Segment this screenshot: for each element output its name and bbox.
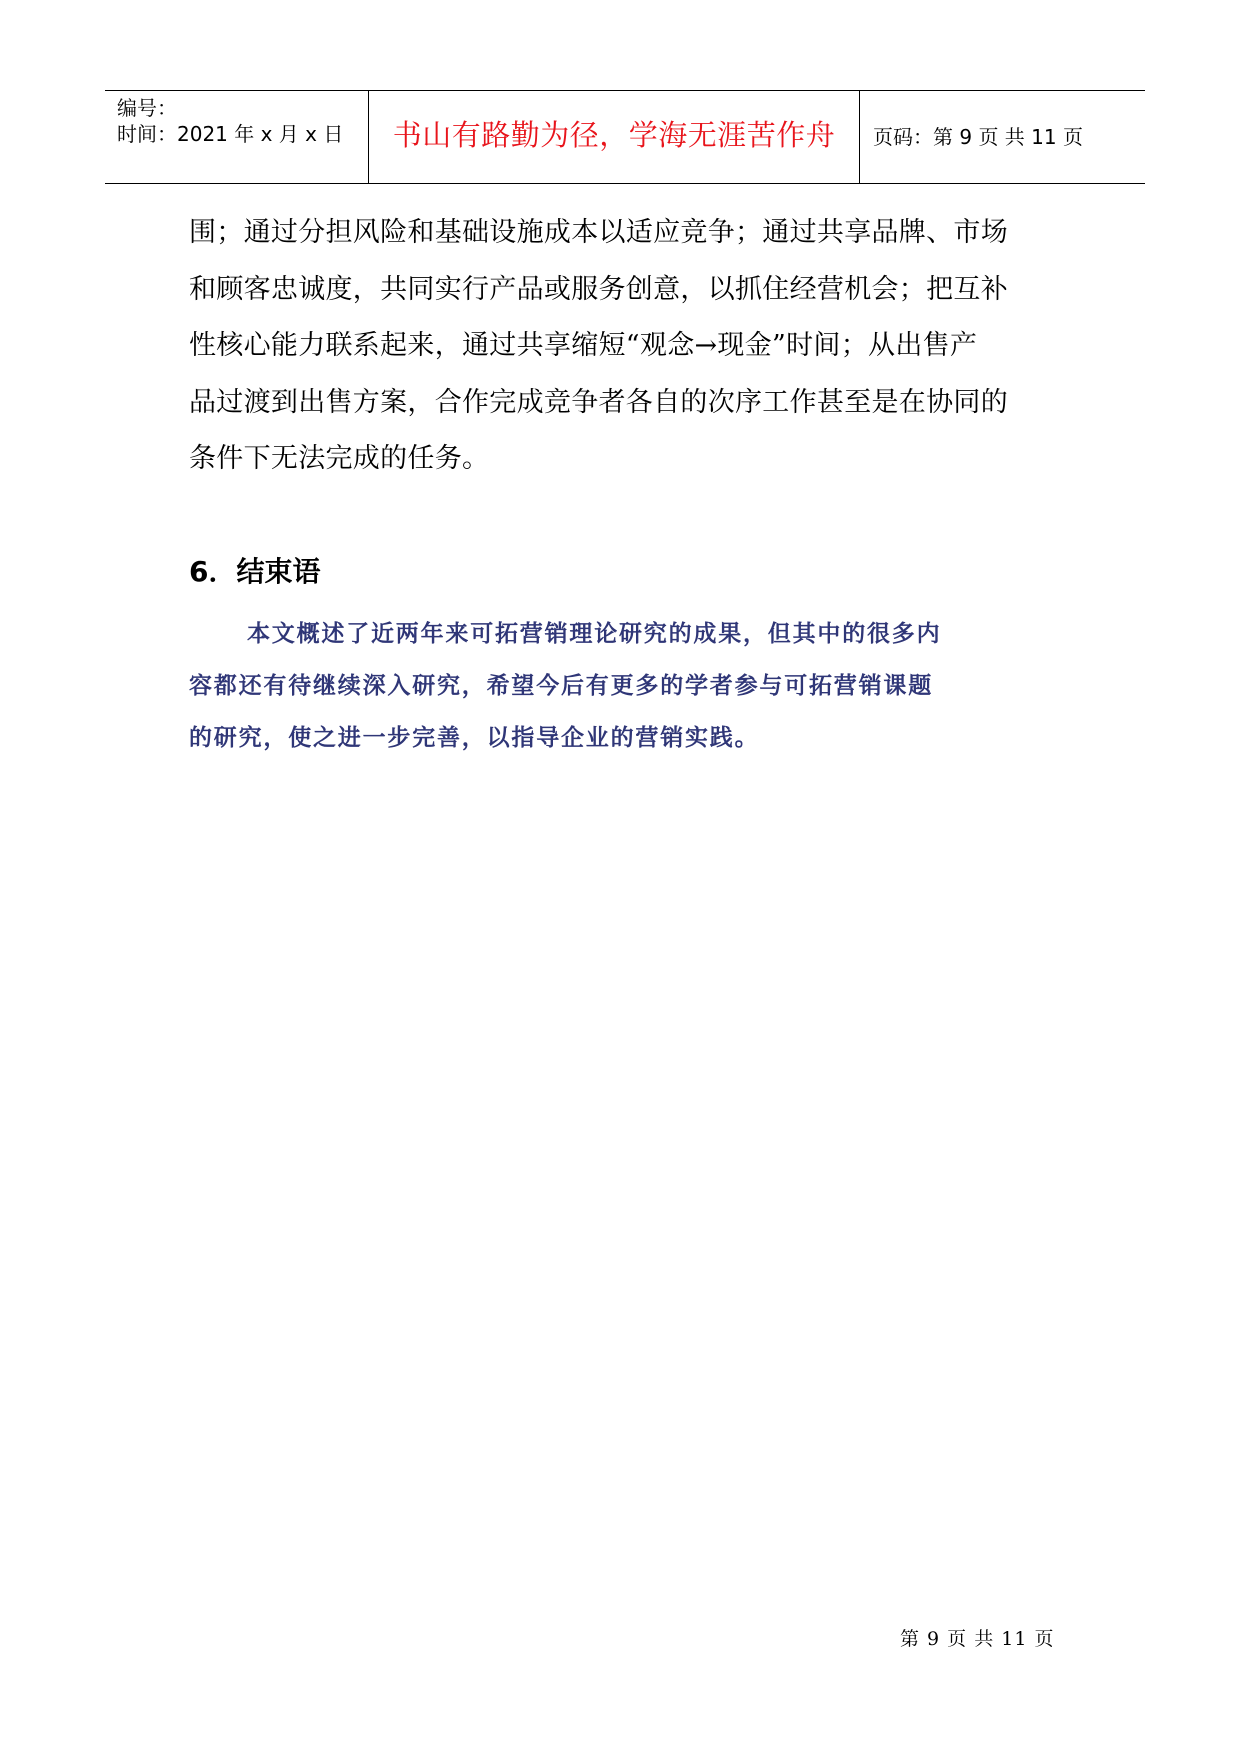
paragraph-line: 围；通过分担风险和基础设施成本以适应竞争；通过共享品牌、市场 [189,217,1008,248]
page-footer-number: 第 9 页 共 11 页 [900,1628,1055,1650]
paragraph-line: 品过渡到出售方案，合作完成竞争者各自的次序工作甚至是在协同的 [189,386,1008,418]
conclusion-line: 的研究，使之进一步完善，以指导企业的营销实践。 [189,725,760,751]
header-motto: 书山有路勤为径，学海无涯苦作舟 [392,118,836,152]
header-page-number: 页码：第 9 页 共 11 页 [873,125,1083,149]
document-time-label: 时间：2021 年 x 月 x 日 [117,122,344,146]
conclusion-paragraph [189,608,1059,764]
header-info-cell [105,91,368,183]
header-page-cell [860,91,1145,183]
conclusion-line: 容都还有待继续深入研究，希望今后有更多的学者参与可拓营销课题 [189,673,933,699]
conclusion-line: 本文概述了近两年来可拓营销理论研究的成果，但其中的很多内 [247,621,942,647]
body-paragraph [189,205,1059,488]
paragraph-line: 条件下无法完成的任务。 [189,443,490,474]
paragraph-line: 性核心能力联系起来，通过共享缩短“观念→现金”时间；从出售产 [189,330,978,361]
page-header [105,90,1145,184]
header-motto-cell [368,91,860,183]
section-heading: 6．结束语 [189,555,321,588]
paragraph-line: 和顾客忠诚度，共同实行产品或服务创意，以抓住经营机会；把互补 [189,273,1008,305]
document-number-label: 编号： [117,96,177,120]
